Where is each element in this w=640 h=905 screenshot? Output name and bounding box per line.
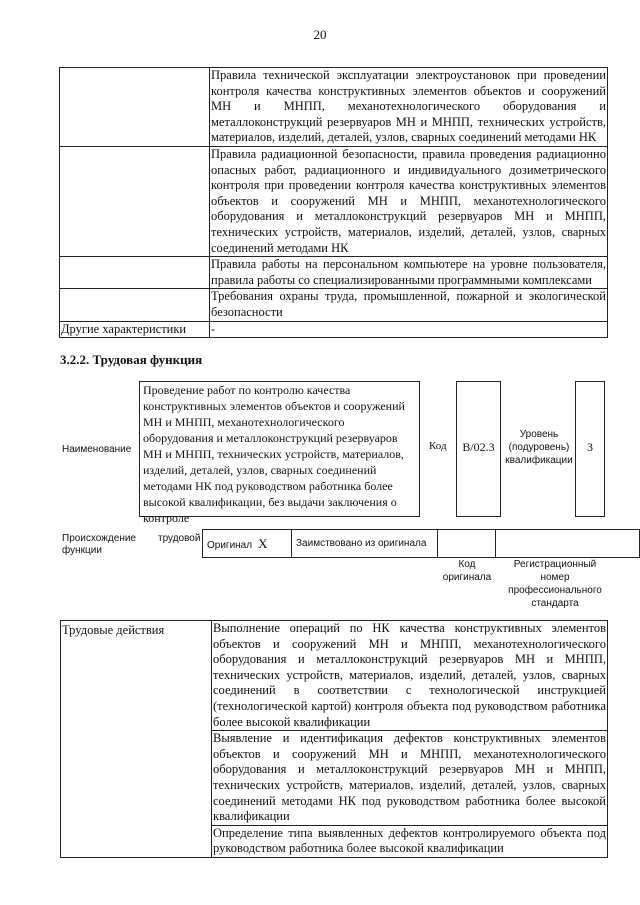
- borrowed-cell: Заимствовано из оригинала: [292, 530, 438, 558]
- labor-actions-label: Трудовые действия: [61, 621, 212, 858]
- registration-number-cell: [496, 530, 640, 558]
- row-label-cell: [60, 146, 210, 256]
- code-value: B/02.3: [462, 440, 495, 454]
- origin-label-part: функции: [62, 545, 102, 556]
- table-row: [60, 289, 608, 321]
- table-row: [60, 321, 608, 338]
- origin-table: [202, 529, 640, 558]
- function-name-box: Проведение работ по контролю качества конструктивных элементов объектов и сооружений МН и МНПП, механотехнологического оборудования и металлоконструкций резервуаров МН и МНПП, технических устройств, материалов, изделий, деталей, узлов, сварных соединений методами НК под руководством работника более высокой квалификации, без выдачи заключения о контроле: [139, 381, 420, 517]
- row-text-cell: Правила технической эксплуатации электроустановок при проведении контроля качества конструктивных элементов объектов и сооружений МН и МНПП, механотехнологического оборудования и металлоконструкций резервуаров МН и МНПП, технических устройств, материалов, изделий, деталей, узлов, сварных соединений методами НК: [210, 68, 608, 147]
- labor-actions-table: [60, 620, 608, 858]
- qualification-level-box: [575, 381, 605, 517]
- original-mark: X: [258, 535, 268, 551]
- code-label: Код: [429, 440, 447, 452]
- labor-action-text: Выявление и идентификация дефектов конструктивных элементов объектов и сооружений МН и МНПП, механотехнологического оборудования и металлоконструкций резервуаров МН и МНПП, технических устройств, материалов, изделий, деталей, узлов, сварных соединений методами НК под руководством работника более высокой квалификации: [212, 731, 608, 826]
- original-code-caption: Код оригинала: [442, 559, 492, 583]
- knowledge-table-continuation: [59, 67, 608, 338]
- original-label: Оригинал: [207, 539, 253, 551]
- origin-label-part: Происхождение: [62, 533, 136, 544]
- original-cell: [203, 530, 292, 558]
- name-label: Наименование: [62, 444, 132, 455]
- table-row: [60, 257, 608, 289]
- qualification-level-value: 3: [587, 440, 593, 454]
- page-number: 20: [313, 27, 327, 42]
- original-code-cell: [438, 530, 496, 558]
- qualification-level-label: Уровень (подуровень) квалификации: [505, 429, 573, 466]
- row-text-cell: Правила работы на персональном компьютере на уровне пользователя, правила работы со специализированными программными комплексами: [210, 257, 608, 289]
- other-characteristics-label: Другие характеристики: [60, 321, 210, 338]
- section-title: 3.2.2. Трудовая функция: [60, 352, 203, 367]
- row-label-cell: [60, 257, 210, 289]
- origin-label-part: трудовой: [158, 533, 201, 544]
- table-row: [60, 146, 608, 256]
- table-row: [60, 68, 608, 147]
- row-label-cell: [60, 68, 210, 147]
- code-box: [456, 381, 501, 517]
- other-characteristics-value: -: [210, 321, 608, 338]
- row-text-cell: Правила радиационной безопасности, правила проведения радиационно опасных работ, радиационного и индивидуального дозиметрического контроля при проведении контроля качества конструктивных элементов объектов и сооружений МН и МНПП, механотехнологического оборудования и металлоконструкций резервуаров МН и МНПП, технических устройств, материалов, изделий, деталей, узлов, сварных соединений методами НК: [210, 146, 608, 256]
- labor-action-text: Определение типа выявленных дефектов контролируемого объекта под руководством работника более высокой квалификации: [212, 825, 608, 857]
- table-row: [61, 621, 608, 731]
- row-label-cell: [60, 289, 210, 321]
- row-text-cell: Требования охраны труда, промышленной, пожарной и экологической безопасности: [210, 289, 608, 321]
- labor-action-text: Выполнение операций по НК качества конструктивных элементов объектов и сооружений МН и МНПП, механотехнологического оборудования и металлоконструкций резервуаров МН и МНПП, технических устройств, материалов, изделий, деталей, узлов, сварных соединений в соответствии с технологической инструкцией (технологической картой) контроля объекта под руководством работника более высокой квалификации: [212, 621, 608, 731]
- registration-number-caption: Регистрационный номер профессионального стандарта: [508, 559, 602, 609]
